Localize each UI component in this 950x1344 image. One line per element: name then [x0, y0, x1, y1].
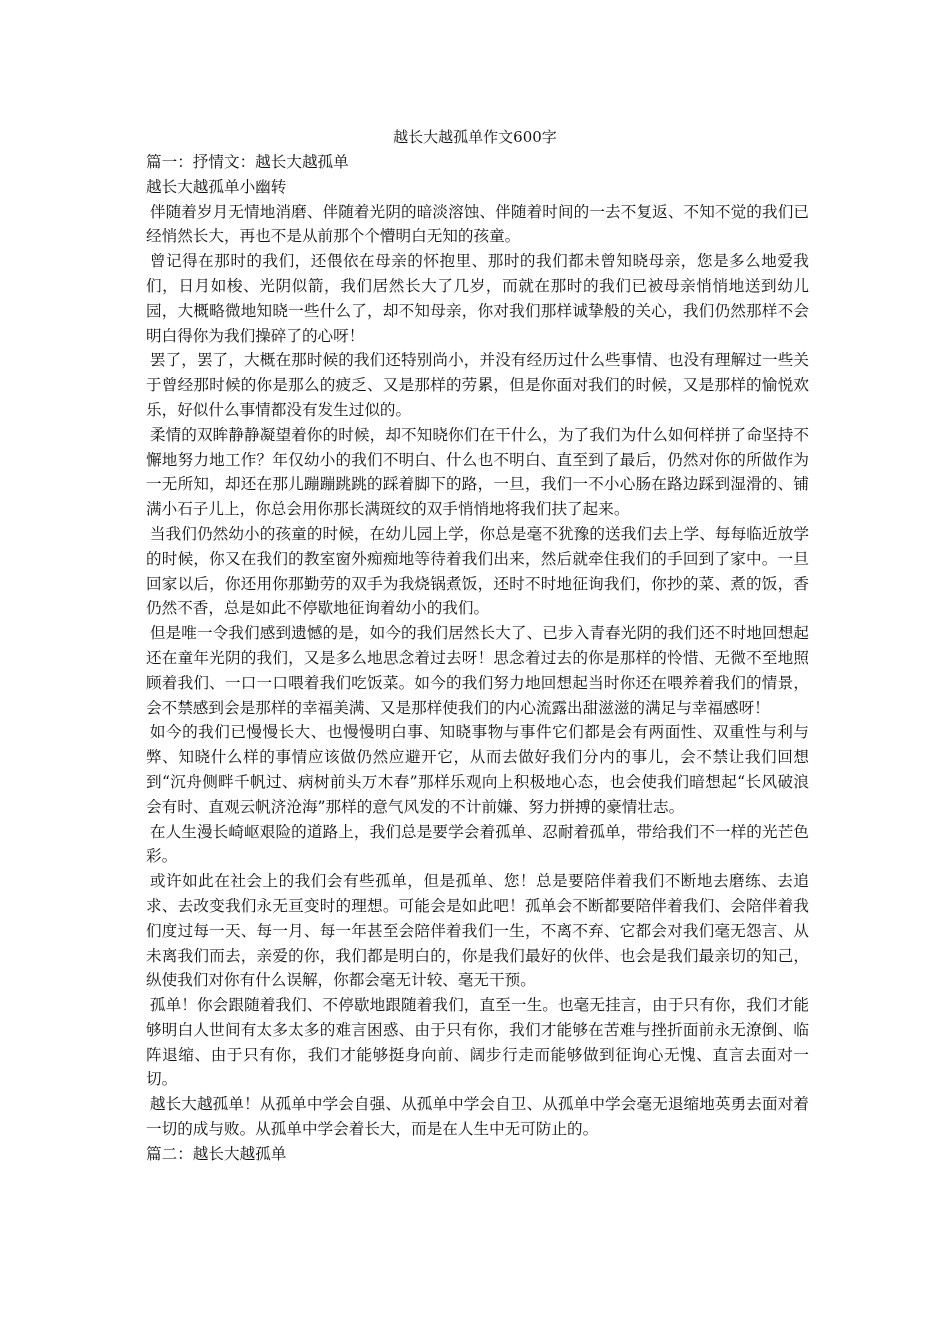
paragraph: 孤单！你会跟随着我们、不停歇地跟随着我们，直至一生。也毫无挂言，由于只有你，我们才能够明白人世间有太多太多的难言困惑、由于只有你，我们才能够在苦难与挫折面前永无潦倒、临阵退缩、由于只有你，我们才能够挺身向前、阔步行走而能够做到征询心无愧、直言去面对一切。	[146, 996, 809, 1089]
document-body	[146, 150, 809, 1167]
section-subtitle-1: 越长大越孤单小幽转	[146, 177, 287, 196]
paragraph: 伴随着岁月无情地消磨、伴随着光阴的暗淡溶蚀、伴随着时间的一去不复返、不知不觉的我们已经悄然长大，再也不是从前那个个懵明白无知的孩童。	[146, 202, 809, 246]
paragraph: 或许如此在社会上的我们会有些孤单，但是孤单、您！总是要陪伴着我们不断地去磨练、去追求、去改变我们永无亘变时的理想。可能会是如此吧！孤单会不断都要陪伴着我们、会陪伴着我们度过每一天、每一月、每一年甚至会陪伴着我们一生，不离不弃、它都会对我们毫无怨言、从未离我们而去，亲爱的你，我们都是明白的，你是我们最好的伙伴、也会是我们最亲切的知己，纵使我们对你有什么误解，你都会毫无计较、毫无干预。	[146, 872, 809, 990]
paragraph: 罢了，罢了，大概在那时候的我们还特别尚小，并没有经历过什么些事情、也没有理解过一些关于曾经那时候的你是那么的疲乏、又是那样的劳累，但是你面对我们的时候，又是那样的愉悦欢乐，好似什么事情都没有发生过似的。	[146, 351, 809, 419]
section-heading-1: 篇一：抒情文：越长大越孤单	[146, 153, 349, 171]
paragraph: 但是唯一令我们感到遗憾的是，如今的我们居然长大了、已步入青春光阴的我们还不时地回想起还在童年光阴的我们，又是多么地思念着过去呀！思念着过去的你是那样的怜惜、无微不至地照顾着我们、一口一口喂着我们吃饭菜。如今的我们努力地回想起当时你还在喂养着我们的情景，会不禁感到会是那样的幸福美满、又是那样使我们的内心流露出甜滋滋的满足与幸福感呀！	[146, 624, 809, 717]
paragraph: 曾记得在那时的我们，还偎依在母亲的怀抱里、那时的我们都未曾知晓母亲，您是多么地爱我们，日月如梭、光阴似箭，我们居然长大了几岁，而就在那时的我们已被母亲悄悄地送到幼儿园，大概略微地知晓一些什么了，却不知母亲，你对我们那样诚挚般的关心，我们仍然那样不会明白得你为我们操碎了的心呀！	[146, 252, 809, 345]
paragraph: 柔情的双眸静静凝望着你的时候，却不知晓你们在干什么，为了我们为什么如何样拼了命坚持不懈地努力地工作？年仅幼小的我们不明白、什么也不明白、直至到了最后，仍然对你的所做作为一无所知，却还在那儿蹦蹦跳跳的踩着脚下的路，一旦，我们一不小心肠在路边踩到湿滑的、铺满小石子儿上，你总会用你那长满斑纹的双手悄悄地将我们扶了起来。	[146, 425, 809, 519]
paragraph: 越长大越孤单！从孤单中学会自强、从孤单中学会自卫、从孤单中学会毫无退缩地英勇去面对着一切的成与败。从孤单中学会着长大，而是在人生中无可防止的。	[146, 1095, 809, 1139]
document-title: 越长大越孤单作文600字	[393, 128, 557, 146]
section-heading-2: 篇二：越长大越孤单	[146, 1144, 287, 1163]
paragraph: 如今的我们已慢慢长大、也慢慢明白事、知晓事物与事件它们都是会有两面性、双重性与利与弊、知晓什么样的事情应该做仍然应避开它，从而去做好我们分内的事儿，会不禁让我们回想到“沉舟侧畔千帆过、病树前头万木春”那样乐观向上积极地心态，也会使我们暗想起“长风破浪会有时、直观云帆济沧海”那样的意气风发的不计前嫌、努力拼搏的豪情壮志。	[146, 723, 809, 816]
paragraph: 当我们仍然幼小的孩童的时候，在幼儿园上学，你总是毫不犹豫的送我们去上学、每每临近放学的时候，你又在我们的教室窗外痴痴地等待着我们出来，然后就牵住我们的手回到了家中。一旦回家以后，你还用你那勤劳的双手为我烧锅煮饭，还时不时地征询我们，你抄的菜、煮的饭，香仍然不香，总是如此不停歇地征询着幼小的我们。	[146, 524, 809, 618]
paragraph: 在人生漫长崎岖艰险的道路上，我们总是要学会着孤单、忍耐着孤单，带给我们不一样的光芒色彩。	[146, 822, 809, 866]
